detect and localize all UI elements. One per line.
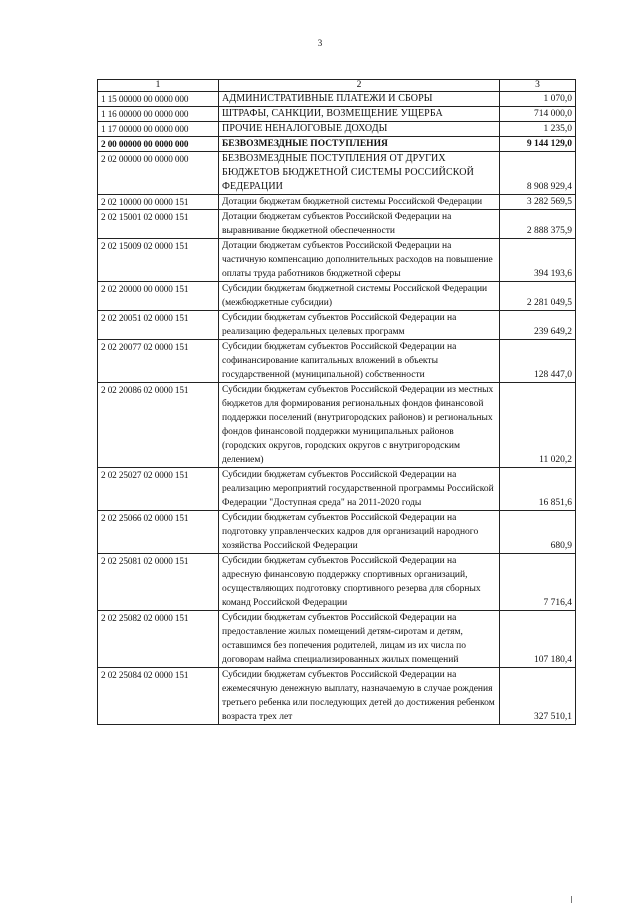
table-row <box>98 107 576 122</box>
amount-cell: 680,9 <box>500 511 576 554</box>
budget-code-cell: 2 02 25066 02 0000 151 <box>98 511 219 554</box>
budget-code-cell: 1 16 00000 00 0000 000 <box>98 107 219 122</box>
table-row <box>98 282 576 311</box>
budget-code-cell: 2 02 15009 02 0000 151 <box>98 239 219 282</box>
table-row <box>98 137 576 152</box>
table-row <box>98 554 576 611</box>
amount-cell: 8 908 929,4 <box>500 152 576 195</box>
amount-cell: 2 888 375,9 <box>500 210 576 239</box>
amount-cell: 2 281 049,5 <box>500 282 576 311</box>
amount-cell: 327 510,1 <box>500 668 576 725</box>
revenue-name-cell: Субсидии бюджетам субъектов Российской Федерации на подготовку управленческих кадров для организаций народного хозяйства Российской Федерации <box>219 511 500 554</box>
budget-code-cell: 1 15 00000 00 0000 000 <box>98 92 219 107</box>
budget-code-cell: 2 02 25081 02 0000 151 <box>98 554 219 611</box>
table-row <box>98 239 576 282</box>
revenue-name-cell: АДМИНИСТРАТИВНЫЕ ПЛАТЕЖИ И СБОРЫ <box>219 92 500 107</box>
budget-code-cell: 2 00 00000 00 0000 000 <box>98 137 219 152</box>
table-row <box>98 122 576 137</box>
column-header-code: 1 <box>98 80 219 92</box>
table-row <box>98 340 576 383</box>
budget-code-cell: 2 02 25084 02 0000 151 <box>98 668 219 725</box>
column-header-name: 2 <box>219 80 500 92</box>
budget-code-cell: 2 02 20077 02 0000 151 <box>98 340 219 383</box>
revenue-name-cell: Субсидии бюджетам бюджетной системы Российской Федерации (межбюджетные субсидии) <box>219 282 500 311</box>
page-number: 3 <box>317 38 323 48</box>
budget-code-cell: 2 02 20051 02 0000 151 <box>98 311 219 340</box>
revenue-name-cell: БЕЗВОЗМЕЗДНЫЕ ПОСТУПЛЕНИЯ <box>219 137 500 152</box>
budget-code-cell: 2 02 20086 02 0000 151 <box>98 383 219 468</box>
revenue-name-cell: БЕЗВОЗМЕЗДНЫЕ ПОСТУПЛЕНИЯ ОТ ДРУГИХ БЮДЖЕТОВ БЮДЖЕТНОЙ СИСТЕМЫ РОССИЙСКОЙ ФЕДЕРАЦИИ <box>219 152 500 195</box>
scan-mark <box>571 896 572 903</box>
table-row <box>98 611 576 668</box>
amount-cell: 394 193,6 <box>500 239 576 282</box>
revenue-name-cell: Дотации бюджетам бюджетной системы Российской Федерации <box>219 195 500 210</box>
table-row <box>98 311 576 340</box>
table-row <box>98 511 576 554</box>
revenue-name-cell: Субсидии бюджетам субъектов Российской Федерации из местных бюджетов для формирования региональных фондов финансовой поддержки поселений (внутригородских районов) и региональных фондов финансовой поддержки муниципальных районов (городских округов, городских округов с внутригородским делением) <box>219 383 500 468</box>
table-row <box>98 195 576 210</box>
revenue-name-cell: Дотации бюджетам субъектов Российской Федерации на выравнивание бюджетной обеспеченности <box>219 210 500 239</box>
amount-cell: 239 649,2 <box>500 311 576 340</box>
budget-code-cell: 2 02 25082 02 0000 151 <box>98 611 219 668</box>
revenue-name-cell: ПРОЧИЕ НЕНАЛОГОВЫЕ ДОХОДЫ <box>219 122 500 137</box>
table-body <box>98 80 576 725</box>
amount-cell: 1 070,0 <box>500 92 576 107</box>
budget-code-cell: 2 02 15001 02 0000 151 <box>98 210 219 239</box>
budget-code-cell: 1 17 00000 00 0000 000 <box>98 122 219 137</box>
amount-cell: 1 235,0 <box>500 122 576 137</box>
budget-code-cell: 2 02 10000 00 0000 151 <box>98 195 219 210</box>
amount-cell: 128 447,0 <box>500 340 576 383</box>
table-row <box>98 468 576 511</box>
revenue-name-cell: Дотации бюджетам субъектов Российской Федерации на частичную компенсацию дополнительных расходов на повышение оплаты труда работников бюджетной сферы <box>219 239 500 282</box>
column-header-amount: 3 <box>500 80 576 92</box>
amount-cell: 16 851,6 <box>500 468 576 511</box>
table-row <box>98 210 576 239</box>
budget-revenue-table <box>97 79 576 725</box>
table-row <box>98 668 576 725</box>
budget-code-cell: 2 02 00000 00 0000 000 <box>98 152 219 195</box>
budget-code-cell: 2 02 25027 02 0000 151 <box>98 468 219 511</box>
revenue-name-cell: Субсидии бюджетам субъектов Российской Федерации на реализацию федеральных целевых программ <box>219 311 500 340</box>
table-header-row <box>98 80 576 92</box>
revenue-name-cell: Субсидии бюджетам субъектов Российской Федерации на реализацию мероприятий государственной программы Российской Федерации "Доступная среда" на 2011-2020 годы <box>219 468 500 511</box>
amount-cell: 714 000,0 <box>500 107 576 122</box>
amount-cell: 9 144 129,0 <box>500 137 576 152</box>
table-row <box>98 152 576 195</box>
revenue-name-cell: Субсидии бюджетам субъектов Российской Федерации на софинансирование капитальных вложений в объекты государственной (муниципальной) собственности <box>219 340 500 383</box>
revenue-name-cell: Субсидии бюджетам субъектов Российской Федерации на предоставление жилых помещений детям-сиротам и детям, оставшимся без попечения родителей, лицам из их числа по договорам найма специализированных жилых помещений <box>219 611 500 668</box>
amount-cell: 11 020,2 <box>500 383 576 468</box>
revenue-name-cell: Субсидии бюджетам субъектов Российской Федерации на адресную финансовую поддержку спортивных организаций, осуществляющих подготовку спортивного резерва для сборных команд Российской Федерации <box>219 554 500 611</box>
budget-code-cell: 2 02 20000 00 0000 151 <box>98 282 219 311</box>
revenue-name-cell: ШТРАФЫ, САНКЦИИ, ВОЗМЕЩЕНИЕ УЩЕРБА <box>219 107 500 122</box>
amount-cell: 3 282 569,5 <box>500 195 576 210</box>
table-row <box>98 92 576 107</box>
amount-cell: 107 180,4 <box>500 611 576 668</box>
table-row <box>98 383 576 468</box>
revenue-name-cell: Субсидии бюджетам субъектов Российской Федерации на ежемесячную денежную выплату, назначаемую в случае рождения третьего ребенка или последующих детей до достижения ребенком возраста трех лет <box>219 668 500 725</box>
amount-cell: 7 716,4 <box>500 554 576 611</box>
